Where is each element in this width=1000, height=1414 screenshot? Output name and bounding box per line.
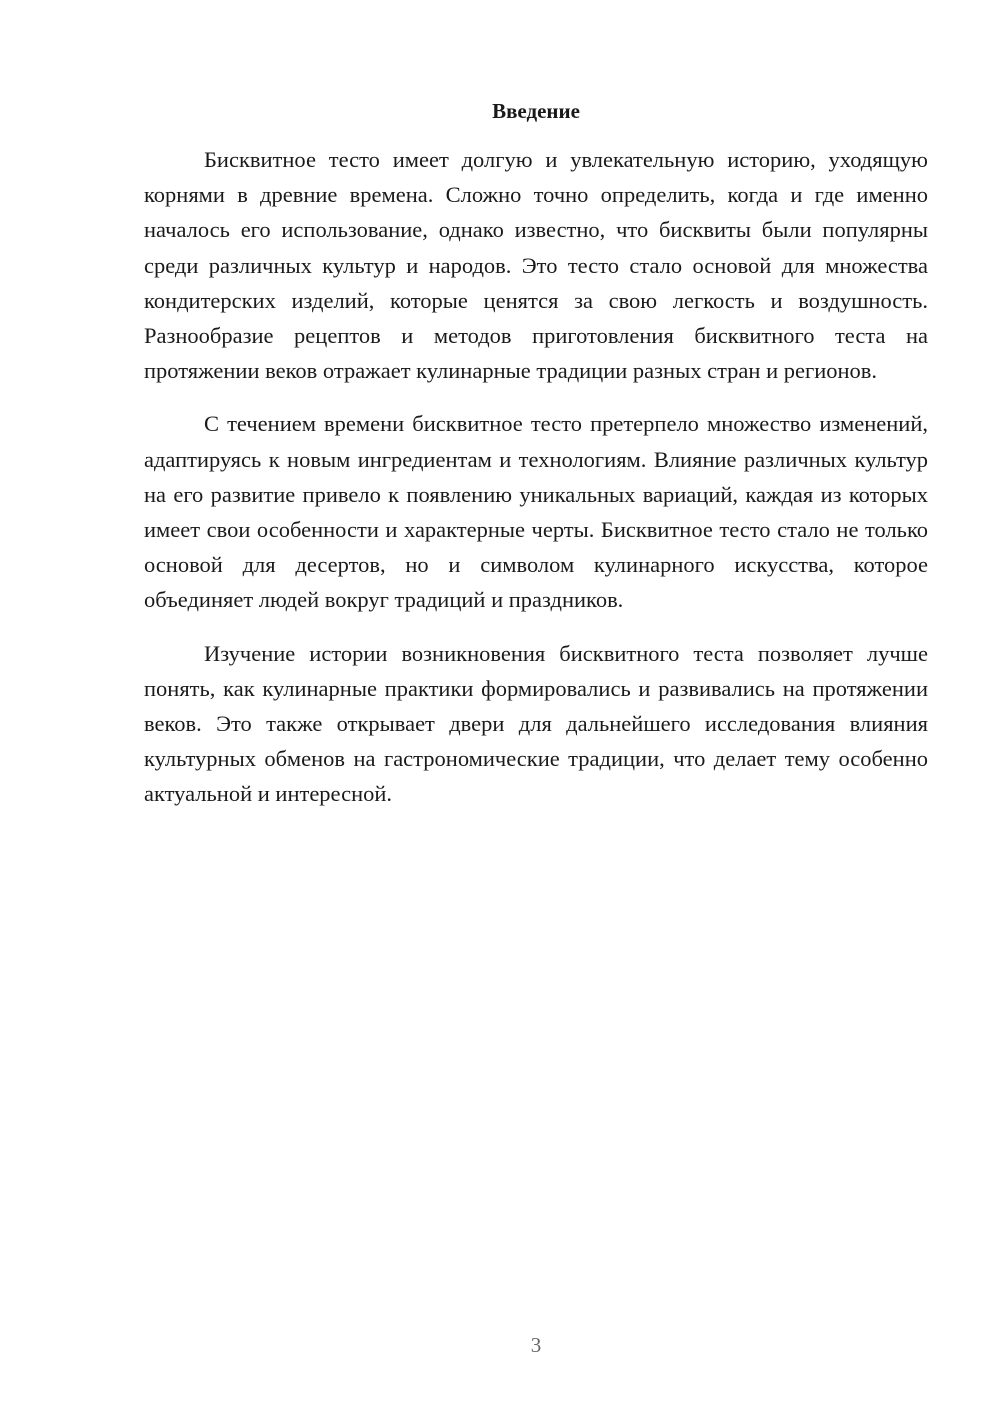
paragraph-3: Изучение истории возникновения бисквитного теста позволяет лучше понять, как кулинарные практики формировались и развивались на протяжении веков. Это также открывает двери для дальнейшего исследования влияния культурных обменов на гастрономические традиции, что делает тему особенно актуальной и интересной. xyxy=(144,640,928,807)
page-number: 3 xyxy=(530,1333,542,1357)
body-text xyxy=(144,142,928,830)
paragraph-1: Бисквитное тесто имеет долгую и увлекательную историю, уходящую корнями в древние времена. Сложно точно определить, когда и где именно началось его использование, однако известно, что бисквиты были популярны среди различных культур и народов. Это тесто стало основой для множества кондитерских изделий, которые ценятся за свою легкость и воздушность. Разнообразие рецептов и методов приготовления бисквитного теста на протяжении веков отражает кулинарные традиции разных стран и регионов. xyxy=(144,147,928,384)
paragraph-2: С течением времени бисквитное тесто претерпело множество изменений, адаптируясь к новым ингредиентам и технологиям. Влияние различных культур на его развитие привело к появлению уникальных вариаций, каждая из которых имеет свои особенности и характерные черты. Бисквитное тесто стало не только основой для десертов, но и символом кулинарного искусства, которое объединяет людей вокруг традиций и праздников. xyxy=(144,411,928,613)
section-heading: Введение xyxy=(492,99,580,123)
